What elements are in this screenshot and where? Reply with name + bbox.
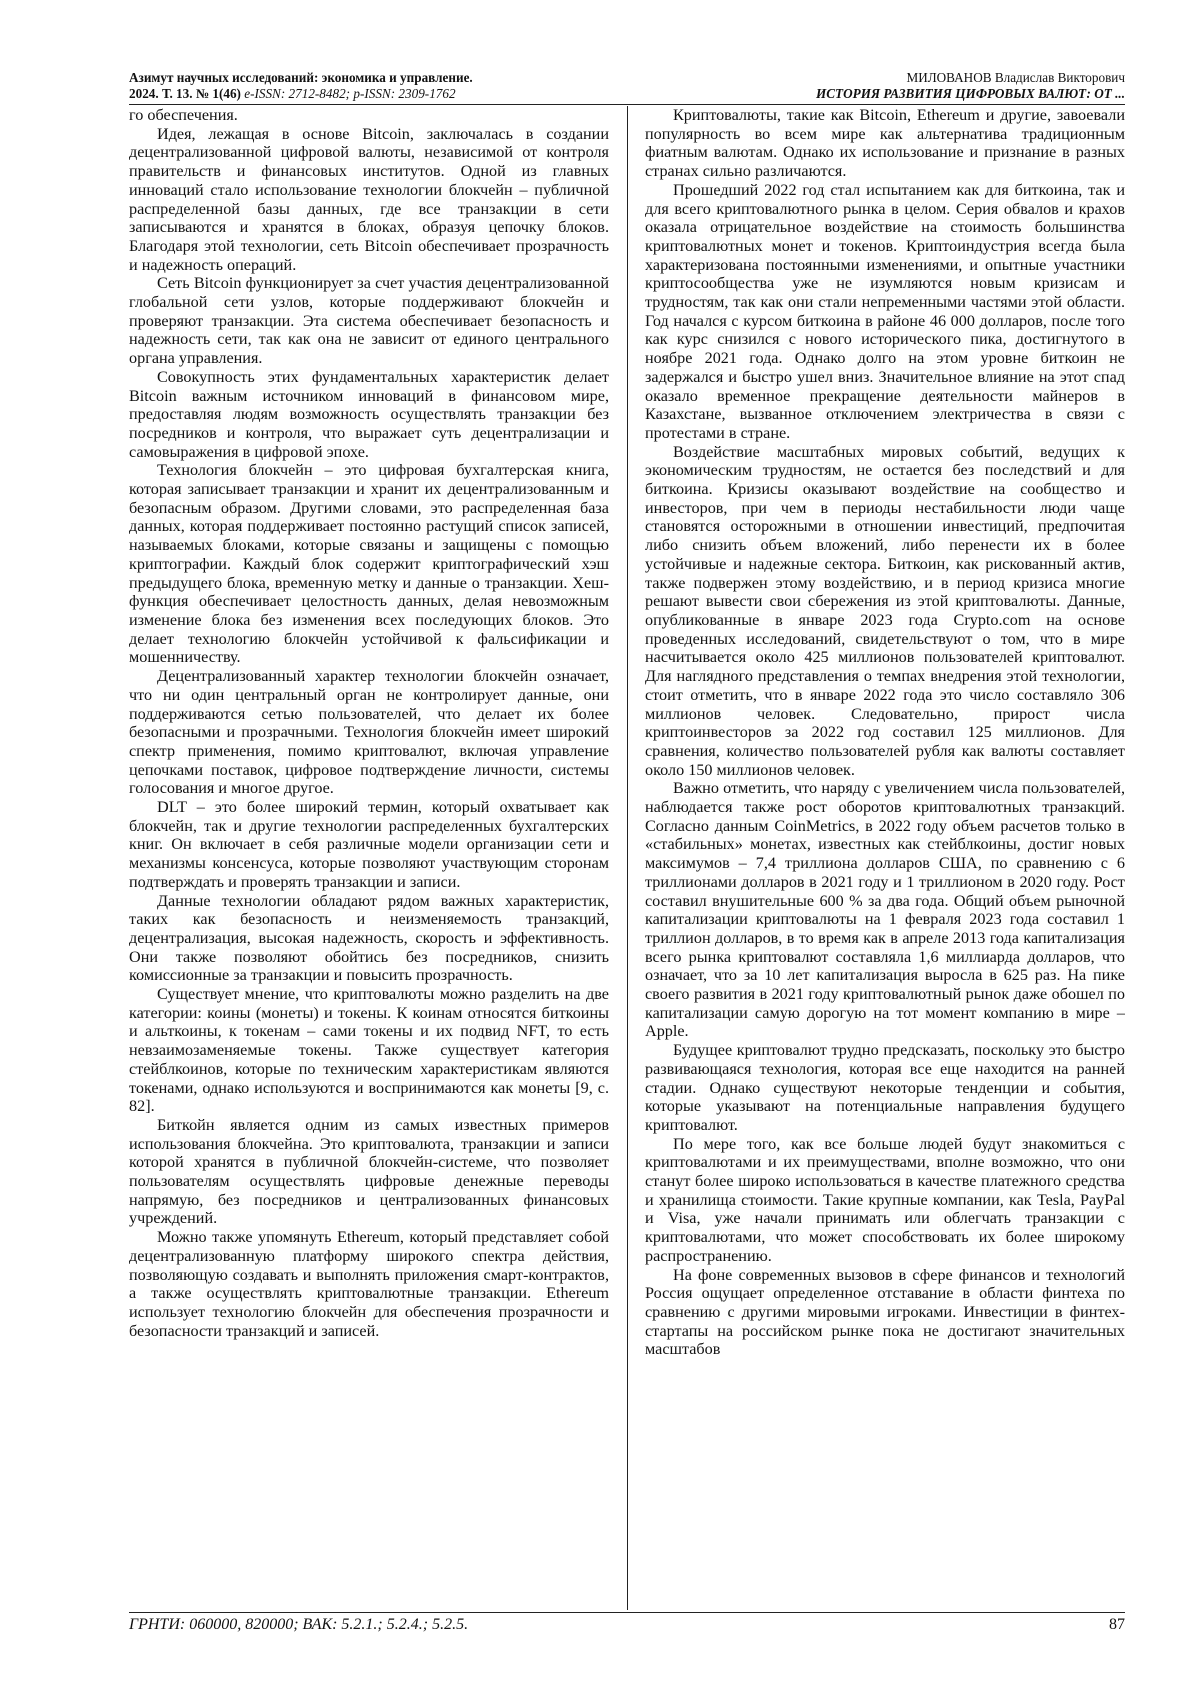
footer-rule xyxy=(129,1612,1125,1613)
paragraph: го обеспечения. xyxy=(129,106,238,124)
author-name: МИЛОВАНОВ Владислав Викторович xyxy=(906,70,1125,85)
paragraph: Криптовалюты, такие как Bitcoin, Ethereum и другие, завоевали популярность во всем мире как альтернатива традиционным фиатным валютам. Однако их использование и признание в разных странах сильно различаются. xyxy=(645,106,1125,181)
paragraph: Прошедший 2022 год стал испытанием как для биткоина, так и для всего криптовалютного рынка в целом. Серия обвалов и крахов оказала отрицательное воздействие на стоимость большинства криптовалютных монет и токенов. Криптоиндустрия всегда была характеризована постоянными изменениями, и опытные участники криптосообщества уже не изумляются новым кризисам и трудностям, так как они стали непременными частями этой области. Год начался с курсом биткоина в районе 46 000 долларов, после того как курс снизился с нового исторического пика, достигнутого в ноябре 2021 года. Однако долго на этом уровне биткоин не задержался и быстро ушел вниз. Значительное влияние на этот спад оказало временное прекращение деятельности майнеров в Казахстане, вызванное отключением электричества в связи с протестами в стране. xyxy=(645,180,1125,442)
column-divider xyxy=(627,106,628,1610)
paragraph: Децентрализованный характер технологии блокчейн означает, что ни один центральный орган не контролирует данные, они поддерживаются сетью пользователей, что делает их более безопасными и прозрачными. Технология блокчейн имеет широкий спектр применения, помимо криптовалют, включая управление цепочками поставок, цифровое подтверждение личности, системы голосования и многое другое. xyxy=(129,667,609,798)
paragraph: Существует мнение, что криптовалюты можно разделить на две категории: коины (монеты) и токены. К коинам относятся биткоины и альткоины, к токенам – сами токены и их подвид NFT, то есть невзаимозаменяемые токены. Также существует категория стейблкоинов, которые по техническим характеристикам являются токенами, однако используются и воспринимаются как монеты [9, с. 82]. xyxy=(129,985,609,1116)
paragraph: Будущее криптовалют трудно предсказать, поскольку это быстро развивающаяся технология, которая все еще находится на ранней стадии. Однако существуют некоторые тенденции и события, которые указывают на потенциальные направления будущего криптовалют. xyxy=(645,1041,1125,1134)
journal-info xyxy=(129,70,473,102)
page-footer xyxy=(129,1616,1125,1638)
journal-page xyxy=(129,70,1125,1633)
page-number: 87 xyxy=(1109,1616,1125,1633)
paragraph: Можно также упомянуть Ethereum, который представляет собой децентрализованную платформу широкого спектра действия, позволяющую создавать и выполнять приложения смарт-контрактов, а также осуществлять криптовалютные транзакции. Ethereum использует технологию блокчейн для обеспечения прозрачности и безопасности транзакций и записей. xyxy=(129,1228,609,1340)
paragraph: Совокупность этих фундаментальных характеристик делает Bitcoin важным источником инноваций в финансовом мире, предоставляя людям возможность осуществлять транзакции без посредников и контроля, что выражает суть децентрализации и самовыражения в цифровой эпохе. xyxy=(129,367,609,461)
header-rule xyxy=(129,104,1125,105)
paragraph: Биткойн является одним из самых известных примеров использования блокчейна. Это криптовалюта, транзакции и записи которой хранятся в публичной блокчейн-системе, что позволяет пользователям осуществлять цифровые денежные переводы напрямую, без посредников и централизованных финансовых учреждений. xyxy=(129,1115,609,1228)
paragraph: На фоне современных вызовов в сфере финансов и технологий Россия ощущает определенное отставание в области финтеха по сравнению с другими мировыми игроками. Инвестиции в финтех-стартапы на российском рынке пока не достигают значительных масштабов xyxy=(645,1265,1125,1359)
right-column xyxy=(645,106,1125,1610)
issue-number: 2024. Т. 13. № 1(46) xyxy=(129,86,241,101)
article-title: ИСТОРИЯ РАЗВИТИЯ ЦИФРОВЫХ ВАЛЮТ: ОТ ... xyxy=(816,86,1125,101)
paragraph: Данные технологии обладают рядом важных характеристик, таких как безопасность и неизменяемость транзакций, децентрализация, высокая надежность, скорость и эффективность. Они также позволяют обойтись без посредников, снизить комиссионные за транзакции и повысить прозрачность. xyxy=(129,891,609,985)
paragraph: Сеть Bitcoin функционирует за счет участия децентрализованной глобальной сети узлов, которые поддерживают блокчейн и проверяют транзакции. Эта система обеспечивает безопасность и надежность сети, так как она не зависит от единого центрального органа управления. xyxy=(129,274,609,368)
paragraph: DLT – это более широкий термин, который охватывает как блокчейн, так и другие технологии распределенных бухгалтерских книг. Он включает в себя различные модели организации сети и механизмы консенсуса, которые позволяют участвующим сторонам подтверждать и проверять транзакции и записи. xyxy=(129,798,609,891)
paragraph: Идея, лежащая в основе Bitcoin, заключалась в создании децентрализованной цифровой валюты, независимой от контроля правительств и финансовых институтов. Одной из главных инноваций стало использование технологии блокчейн – публичной распределенной базы данных, где все транзакции в сети записываются и хранятся в блоках, образуя цепочку блоков. Благодаря этой технологии, сеть Bitcoin обеспечивает прозрачность и надежность операций. xyxy=(129,124,609,274)
issn: e-ISSN: 2712-8482; p-ISSN: 2309-1762 xyxy=(244,86,456,101)
running-header xyxy=(129,70,1125,104)
paragraph: По мере того, как все больше людей будут знакомиться с криптовалютами и их преимуществами, вполне возможно, что они станут более широко использоваться в качестве платежного средства и хранилища стоимости. Такие крупные компании, как Tesla, PayPal и Visa, уже начали принимать или облегчать транзакции с криптовалютами, что может способствовать их более широкому распространению. xyxy=(645,1134,1125,1265)
issue-line xyxy=(129,86,473,102)
paragraph: Важно отметить, что наряду с увеличением числа пользователей, наблюдается также рост оборотов криптовалютных транзакций. Согласно данным CoinMetrics, в 2022 году объем расчетов только в «стабильных» монетах, известных как стейблкоины, достиг новых максимумов – 7,4 триллиона долларов США, по сравнению с 6 триллионами долларов в 2021 году и 1 триллионом в 2020 году. Рост составил внушительные 600 % за два года. Общий объем рыночной капитализации криптовалюты на 1 февраля 2023 года составил 1 триллион долларов, в то время как в апреле 2013 года капитализация всего рынка криптовалют составляла 1,6 миллиарда долларов, что означает, что за 10 лет капитализация выросла в 625 раз. На пике своего развития в 2021 году криптовалютный рынок даже обошел по капитализации самую дорогую на тот момент компанию в мире – Apple. xyxy=(645,779,1125,1041)
classification-codes: ГРНТИ: 060000, 820000; ВАК: 5.2.1.; 5.2.4.; 5.2.5. xyxy=(129,1616,469,1633)
paragraph: Воздействие масштабных мировых событий, ведущих к экономическим трудностям, не остается без последствий и для биткоина. Кризисы оказывают воздействие на сообщество и инвесторов, при чем в периоды нестабильности люди чаще становятся осторожными в отношении инвестиций, предпочитая либо снизить объем вложений, либо перенести их в более устойчивые и надежные сектора. Биткоин, как рискованный актив, также подвержен этому воздействию, и в период кризиса многие решают вывести свои сбережения из этой криптовалюты. Данные, опубликованные в январе 2023 года Crypto.com на основе проведенных исследований, свидетельствуют о том, что в мире насчитывается около 425 миллионов пользователей криптовалют. Для наглядного представления о темпах внедрения этой технологии, стоит отметить, что в январе 2022 года это число составляло 306 миллионов человек. Следовательно, прирост числа криптоинвесторов за 2022 год составил 125 миллионов. Для сравнения, количество пользователей рубля как валюты составляет около 150 миллионов человек. xyxy=(645,442,1125,779)
journal-title: Азимут научных исследований: экономика и управление. xyxy=(129,70,473,85)
article-info xyxy=(816,70,1125,102)
left-column xyxy=(129,106,609,1610)
paragraph: Технология блокчейн – это цифровая бухгалтерская книга, которая записывает транзакции и хранит их децентрализованным и безопасным образом. Другими словами, это распределенная база данных, которая поддерживает постоянно растущий список записей, называемых блоками, которые связаны и защищены с помощью криптографии. Каждый блок содержит криптографический хэш предыдущего блока, временную метку и данные о транзакции. Хеш-функция обеспечивает целостность данных, делая невозможным изменение блока без изменения всех последующих блоков. Это делает технологию блокчейн устойчивой к фальсификации и мошенничеству. xyxy=(129,461,609,667)
